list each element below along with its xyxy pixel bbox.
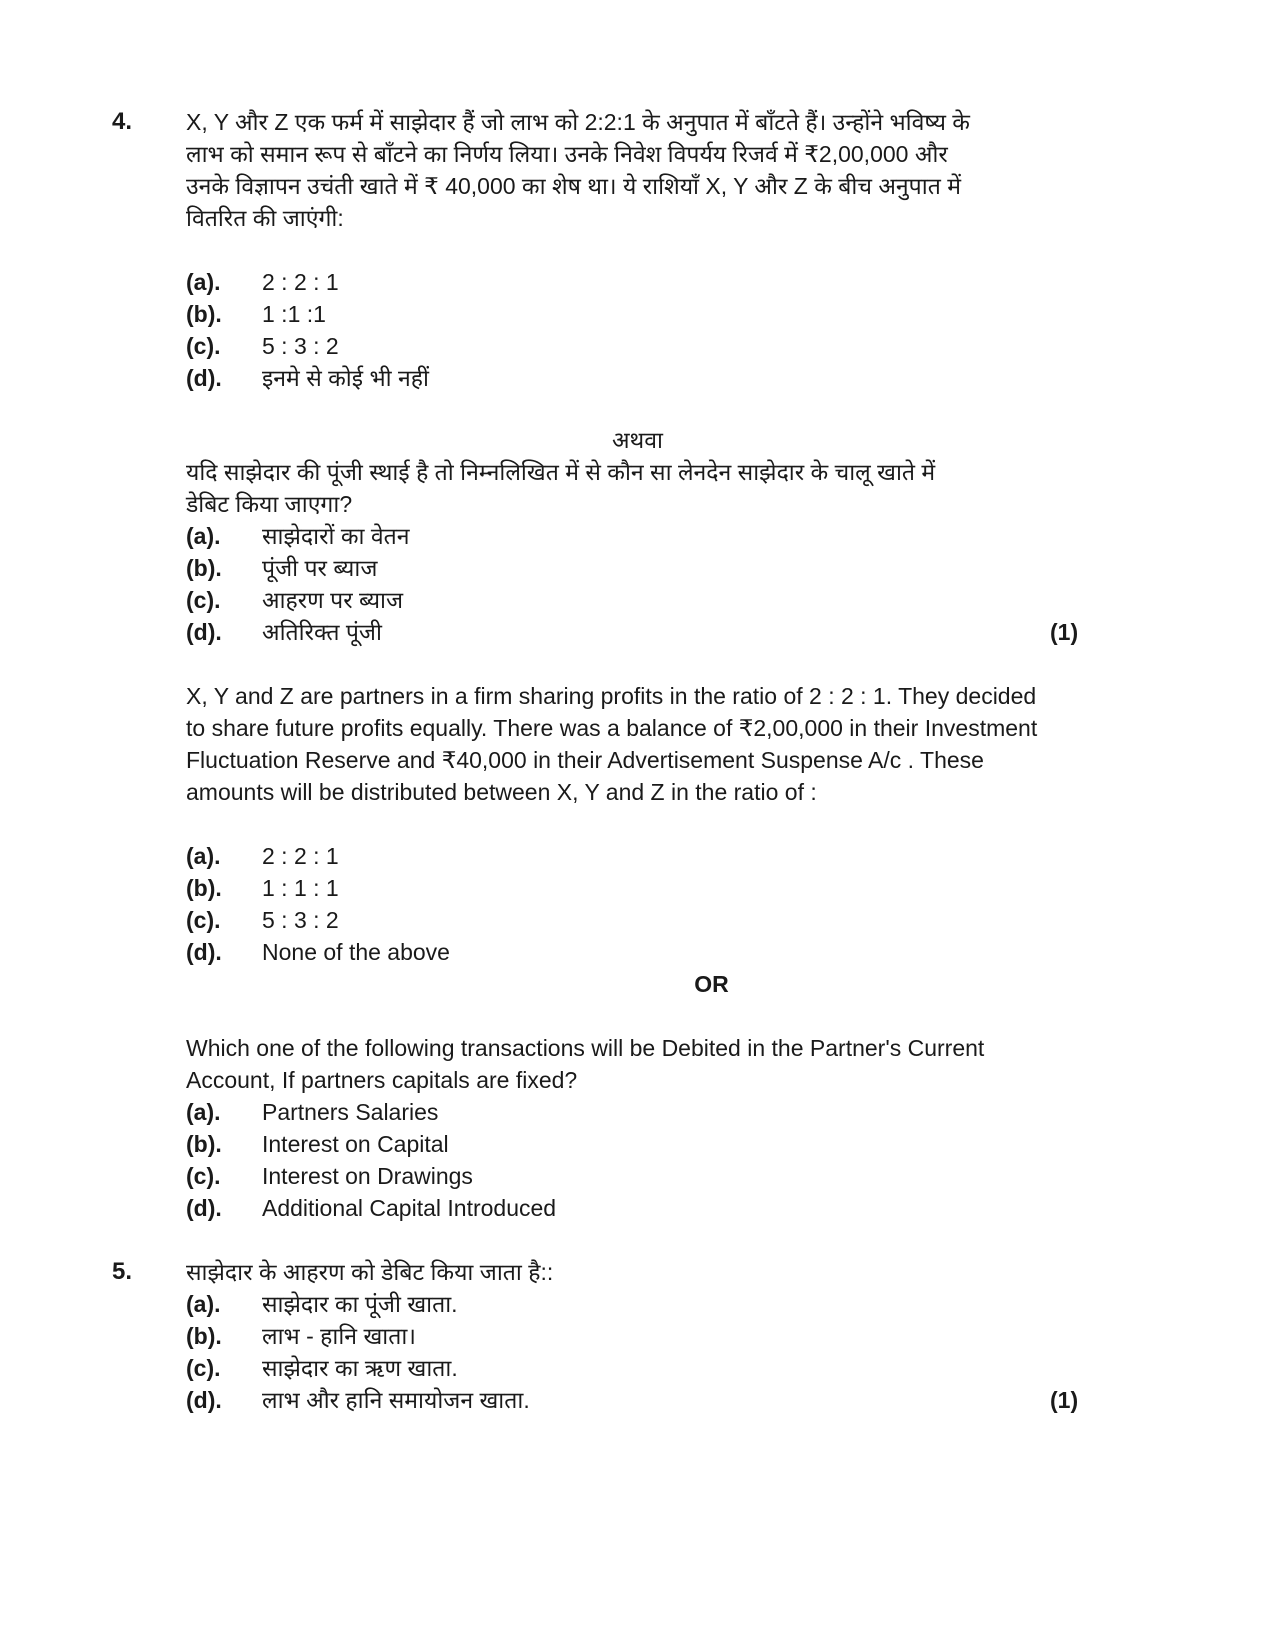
q4-hindi-alt-option-b-text: पूंजी पर ब्याज	[262, 555, 378, 581]
q4-english-alt-line-2: Account, If partners capitals are fixed?	[186, 1067, 578, 1093]
q4-hindi-alt-option-d-text: अतिरिक्त पूंजी	[262, 619, 382, 645]
q4-english-or: OR	[694, 971, 729, 997]
q5-option-a-text: साझेदार का पूंजी खाता.	[262, 1291, 458, 1317]
q4-hindi-alt-option-c-text: आहरण पर ब्याज	[262, 587, 404, 613]
q4-hindi-option-d-label: (d).	[186, 365, 222, 391]
q5-marks: (1)	[1050, 1387, 1079, 1413]
q4-hindi-alt-option-d-label: (d).	[186, 619, 222, 645]
q4-english-alt-line-1: Which one of the following transactions will be Debited in the Partner's Current	[186, 1035, 985, 1061]
q5-option-d-label: (d).	[186, 1387, 222, 1413]
q4-english-line-4: amounts will be distributed between X, Y and Z in the ratio of :	[186, 779, 817, 805]
q5-hindi-question: साझेदार के आहरण को डेबिट किया जाता है::	[186, 1259, 554, 1285]
q4-hindi-or: अथवा	[611, 427, 663, 453]
q4-hindi-alt-option-c-label: (c).	[186, 587, 221, 613]
q4-hindi-option-c-text: 5 : 3 : 2	[262, 333, 339, 359]
q4-english-option-a-text: 2 : 2 : 1	[262, 843, 339, 869]
q4-hindi-alt-line-2: डेबिट किया जाएगा?	[186, 491, 353, 517]
question-number-4: 4.	[112, 108, 133, 135]
q4-english-option-d-text: None of the above	[262, 939, 450, 965]
q5-option-c-label: (c).	[186, 1355, 221, 1381]
q4-english-line-1: X, Y and Z are partners in a firm sharing profits in the ratio of 2 : 2 : 1. They decided	[186, 683, 1037, 709]
q4-hindi-line-3: उनके विज्ञापन उचंती खाते में ₹ 40,000 का शेष था। ये राशियाँ X, Y और Z के बीच अनुपात में	[186, 173, 961, 199]
q5-option-b-text: लाभ - हानि खाता।	[262, 1323, 416, 1349]
q5-option-c-text: साझेदार का ऋण खाता.	[262, 1355, 458, 1381]
q4-hindi-option-a-label: (a).	[186, 269, 221, 295]
q4-hindi-line-1: X, Y और Z एक फर्म में साझेदार हैं जो लाभ को 2:2:1 के अनुपात में बाँटते हैं। उन्होंने भविष्य के	[186, 109, 970, 135]
q4-english-alt-option-a-text: Partners Salaries	[262, 1099, 439, 1125]
q4-english-line-3: Fluctuation Reserve and ₹40,000 in their Advertisement Suspense A/c . These	[186, 747, 984, 773]
q4-english-line-2: to share future profits equally. There was a balance of ₹2,00,000 in their Investment	[186, 715, 1038, 741]
q4-hindi-option-b-label: (b).	[186, 301, 222, 327]
q4-hindi-alt-option-b-label: (b).	[186, 555, 222, 581]
q4-english-alt-option-d-label: (d).	[186, 1195, 222, 1221]
q4-english-alt-option-d-text: Additional Capital Introduced	[262, 1195, 557, 1221]
q4-hindi-alt-option-a-text: साझेदारों का वेतन	[262, 523, 410, 549]
q4-english-alt-option-a-label: (a).	[186, 1099, 221, 1125]
q4-hindi-option-d-text: इनमे से कोई भी नहीं	[262, 365, 429, 391]
q4-english-alt-option-c-text: Interest on Drawings	[262, 1163, 473, 1189]
q4-english-option-c-label: (c).	[186, 907, 221, 933]
q4-english-option-b-text: 1 : 1 : 1	[262, 875, 339, 901]
q4-english-alt-option-c-label: (c).	[186, 1163, 221, 1189]
q5-option-a-label: (a).	[186, 1291, 221, 1317]
q4-english-alt-option-b-text: Interest on Capital	[262, 1131, 449, 1157]
q4-hindi-alt-line-1: यदि साझेदार की पूंजी स्थाई है तो निम्नलिखित में से कौन सा लेनदेन साझेदार के चालू खाते में	[186, 459, 936, 485]
q4-marks: (1)	[1050, 619, 1079, 645]
q4-english-option-a-label: (a).	[186, 843, 221, 869]
q4-english-alt-option-b-label: (b).	[186, 1131, 222, 1157]
q4-hindi-alt-option-a-label: (a).	[186, 523, 221, 549]
q4-english-option-c-text: 5 : 3 : 2	[262, 907, 339, 933]
q4-hindi-option-c-label: (c).	[186, 333, 221, 359]
q4-hindi-line-4: वितरित की जाएंगी:	[186, 205, 344, 231]
q4-hindi-line-2: लाभ को समान रूप से बाँटने का निर्णय लिया। उनके निवेश विपर्यय रिजर्व में ₹2,00,000 और	[186, 141, 948, 167]
q5-option-d-text: लाभ और हानि समायोजन खाता.	[262, 1387, 530, 1413]
question-number-5: 5.	[112, 1258, 133, 1285]
q4-hindi-option-b-text: 1 :1 :1	[262, 301, 326, 327]
q4-english-option-b-label: (b).	[186, 875, 222, 901]
q5-option-b-label: (b).	[186, 1323, 222, 1349]
q4-english-option-d-label: (d).	[186, 939, 222, 965]
q4-hindi-option-a-text: 2 : 2 : 1	[262, 269, 339, 295]
